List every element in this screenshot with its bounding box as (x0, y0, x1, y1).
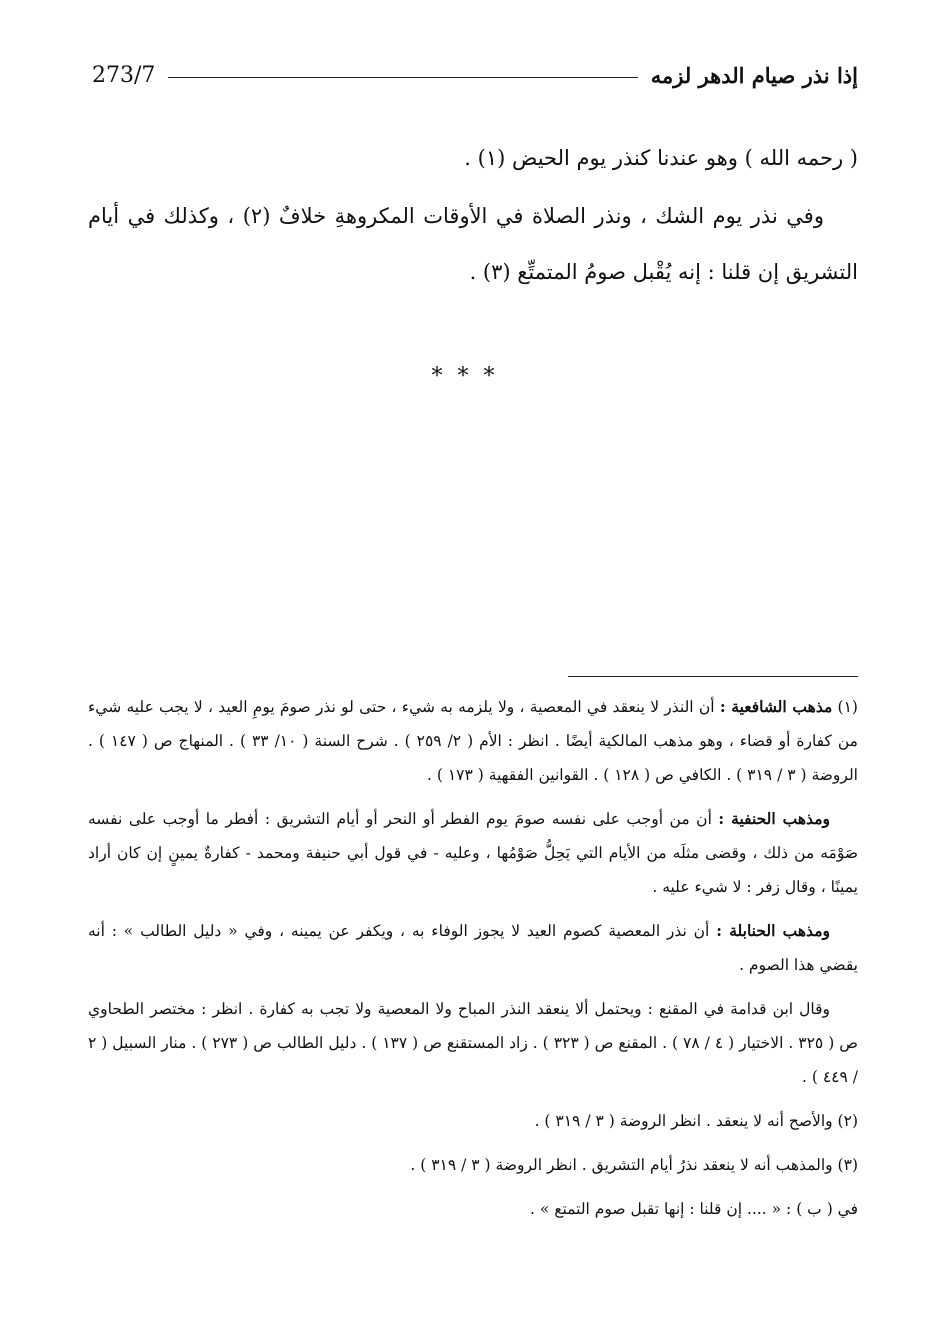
footnote-3: (٣) والمذهب أنه لا ينعقد نذرُ أيام التشريق . انظر الروضة ( ٣ / ٣١٩ ) . (410, 1156, 858, 1174)
page-number: 273/7 (92, 63, 156, 88)
footnotes (88, 690, 858, 1236)
footnote-rule (568, 676, 858, 677)
footnote-1-marker: (١) (837, 698, 858, 716)
footnote-1 (88, 690, 858, 792)
main-text (88, 130, 858, 302)
running-title: إذا نذر صيام الدهر لزمه (650, 63, 858, 88)
footnote-ibn-qudama: وقال ابن قدامة في المقنع : ويحتمل ألا ينعقد النذر المباح ولا المعصية ولا تجب به كفارة . انظر : مختصر الطحاوي ص ( ٣٢٥ . الاختيار ( ٤ / ٧٨ ) . المقنع ص ( ٣٢٣ ) . زاد المستقنع ص ( ١٣٧ ) . دليل الطالب ص ( ٢٧٣ ) . منار السبيل ( ٢ / ٤٤٩ ) . (88, 1000, 858, 1086)
footnote-hanafi-lead: ومذهب الحنفية : (718, 809, 830, 828)
running-header (88, 60, 858, 96)
main-paragraph-2: وفي نذر يوم الشك ، ونذر الصلاة في الأوقات المكروهةِ خلافٌ (٢) ، وكذلك في أيام التشريق إن قلنا : إنه يُقْبل صومُ المتمتِّع (٣) . (88, 204, 858, 284)
footnote-2: (٢) والأصح أنه لا ينعقد . انظر الروضة ( ٣ / ٣١٩ ) . (534, 1112, 858, 1130)
footnote-1-lead: مذهب الشافعية : (719, 697, 833, 716)
footnote-1-text: أن النذر لا ينعقد في المعصية ، ولا يلزمه به شيء ، حتى لو نذر صومَ يومِ العيد ، لا يجب عليه شيء من كفارة أو قضاء ، وهو مذهب المالكية أيضًا . انظر : الأم ( ٢/ ٢٥٩ ) . شرح السنة ( ١٠/ ٣٣ ) . المنهاج ص ( ١٤٧ ) . الروضة ( ٣ / ٣١٩ ) . الكافي ص ( ١٢٨ ) . القوانين الفقهية ( ١٧٣ ) . (88, 698, 858, 784)
footnote-hanafi (88, 802, 858, 904)
footnote-variant: في ( ب ) : « .... إن قلنا : إنها تقبل صوم التمتع » . (529, 1200, 858, 1218)
section-separator: * * * (431, 364, 499, 389)
footnote-hanafi-text: أن من أوجب على نفسه صومَ يوم الفطر أو النحر أو أيام التشريق : أفطر ما أوجب على نفسه صَوْمَه من ذلك ، وقضى مثلَه من الأيام التي يَحِلُّ صَوْمُها ، وعليه - في قول أبي حنيفة ومحمد - كفارةٌ يمينٍ إن كان أراد يمينًا ، وقال زفر : لا شيء عليه . (88, 810, 858, 896)
main-paragraph-1: ( رحمه الله ) وهو عندنا كنذر يوم الحيض (١) . (464, 146, 858, 170)
footnote-hanbali-lead: ومذهب الحنابلة : (716, 921, 830, 940)
header-rule (168, 77, 638, 78)
footnote-hanbali-text: أن نذر المعصية كصوم العيد لا يجوز الوفاء به ، ويكفر عن يمينه ، وفي « دليل الطالب » : أنه يقضي هذا الصوم . (88, 922, 858, 974)
footnote-hanbali (88, 914, 858, 982)
